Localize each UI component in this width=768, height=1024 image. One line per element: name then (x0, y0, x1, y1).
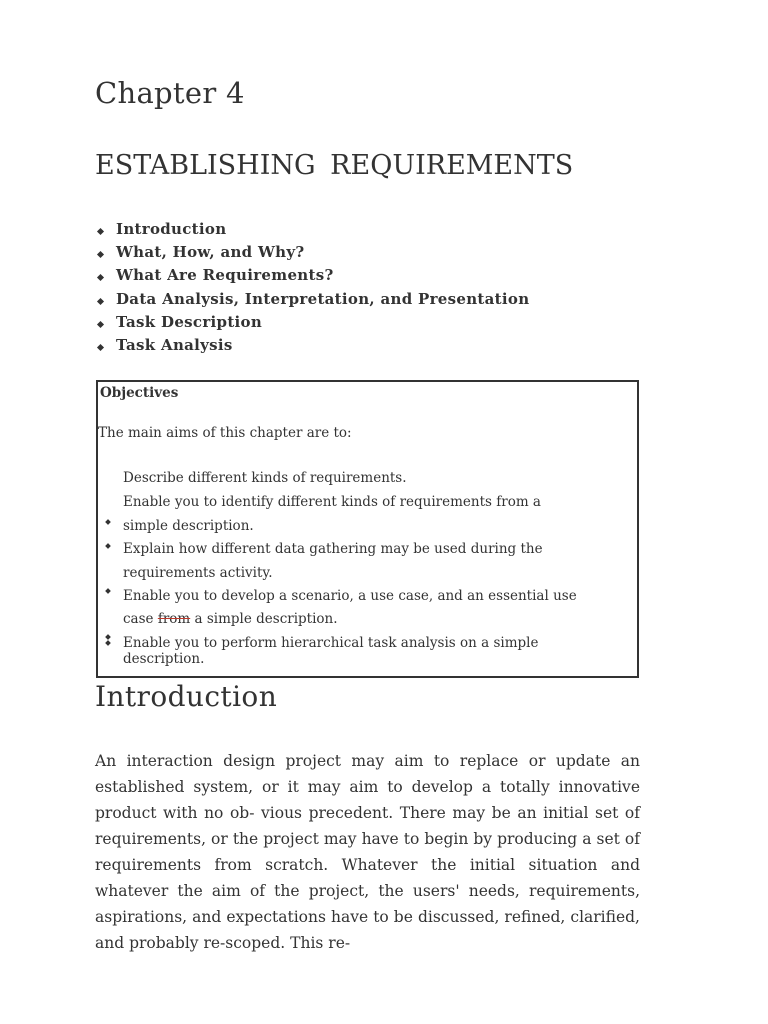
objective-line: Describe different kinds of requirements. (123, 470, 407, 486)
introduction-paragraph: An interaction design project may aim to replace or update an established system, or it may aim to develop a totally innovative product with no ob- vious precedent. There may be an initial set of requirements, or the project may have to begin by producing a set of requirements from scratch. Whatever the initial situation and whatever the aim of the project, the users' needs, requirements, aspirations, and expectations have to be discussed, refined, clarified, and probably re-scoped. This re- (95, 752, 640, 952)
chapter-number: Chapter 4 (95, 76, 245, 110)
diamond-bullet-icon (97, 298, 104, 305)
chapter-title: ESTABLISHING REQUIREMENTS (95, 150, 574, 181)
objective-line: requirements activity. (123, 565, 273, 581)
diamond-bullet-icon (105, 640, 111, 646)
diamond-bullet-icon (97, 228, 104, 235)
objective-line: Enable you to perform hierarchical task analysis on a simple (123, 635, 539, 651)
toc-item-label: Data Analysis, Interpretation, and Presentation (116, 289, 530, 308)
diamond-bullet-icon (97, 321, 104, 328)
objectives-intro: The main aims of this chapter are to: (98, 425, 352, 441)
diamond-bullet-icon (105, 519, 111, 525)
toc-item-label: What, How, and Why? (116, 243, 305, 262)
objective-line: Enable you to identify different kinds of requirements from a (123, 494, 541, 510)
toc-item[interactable] (98, 311, 529, 334)
objective-text: case (123, 611, 158, 627)
toc-item[interactable] (98, 288, 529, 311)
struck-word: from (157, 611, 191, 627)
diamond-bullet-icon (97, 344, 104, 351)
toc-item-label: What Are Requirements? (116, 266, 334, 285)
toc-item[interactable] (98, 334, 529, 357)
toc-item-label: Introduction (116, 220, 227, 239)
objectives-heading: Objectives (100, 385, 179, 401)
introduction-heading: Introduction (95, 680, 278, 713)
chapter-contents-list (98, 218, 529, 357)
objectives-box (96, 380, 639, 678)
diamond-bullet-icon (105, 543, 111, 549)
objective-line: Explain how different data gathering may be used during the (123, 541, 543, 557)
objective-text: a simple description. (190, 611, 338, 627)
objective-line (123, 611, 338, 627)
toc-item[interactable] (98, 218, 529, 241)
toc-item[interactable] (98, 241, 529, 264)
diamond-bullet-icon (105, 588, 111, 594)
objective-line: simple description. (123, 518, 254, 534)
toc-item[interactable] (98, 264, 529, 287)
objective-line: description. (123, 651, 205, 667)
diamond-bullet-icon (97, 274, 104, 281)
diamond-bullet-icon (97, 251, 104, 258)
toc-item-label: Task Analysis (116, 336, 233, 355)
toc-item-label: Task Description (116, 312, 263, 331)
diamond-bullet-icon (105, 634, 111, 640)
objective-line: Enable you to develop a scenario, a use case, and an essential use (123, 588, 577, 604)
